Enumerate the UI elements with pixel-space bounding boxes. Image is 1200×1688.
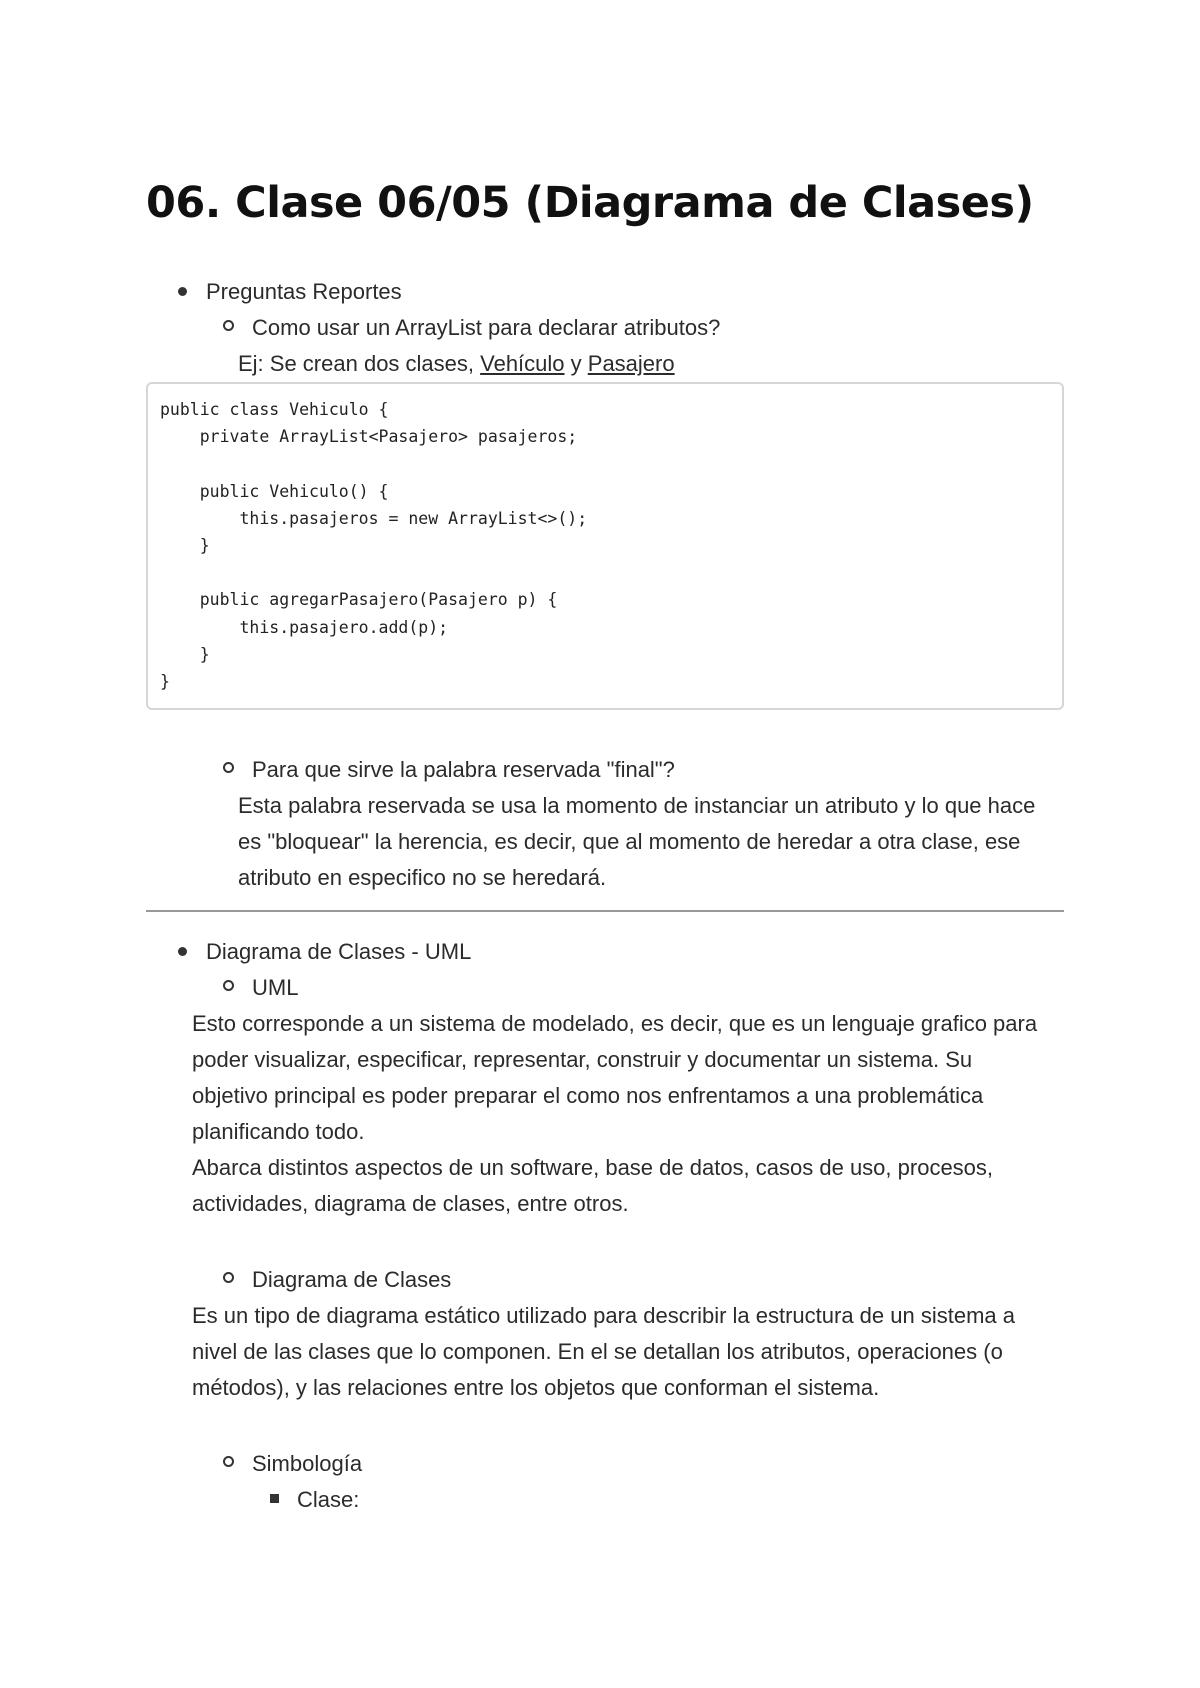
example-line [238,346,675,382]
answer-final-line: es "bloquear" la herencia, es decir, que al momento de heredar a otra clase, ese [238,829,1021,854]
uml-text-line: planificando todo. [192,1119,365,1144]
example-connector: y [564,351,588,376]
bullet-circle [223,1272,234,1283]
horizontal-divider [146,910,1064,912]
page-title: 06. Clase 06/05 (Diagrama de Clases) [146,178,1034,228]
diagrama-text-line: Es un tipo de diagrama estático utilizado para describir la estructura de un sistema a [192,1303,1015,1328]
bullet-circle [223,980,234,991]
uml-text-line: Abarca distintos aspectos de un software, base de datos, casos de uso, procesos, [192,1155,994,1180]
class-pasajero-link: Pasajero [587,351,675,376]
code-line: this.pasajeros = new ArrayList<>(); [160,508,588,528]
clase-item: Clase: [297,1487,360,1512]
code-line: public class Vehiculo { [160,400,389,419]
uml-text-line: Esto corresponde a un sistema de modelado, es decir, que es un lenguaje grafico para [192,1011,1038,1036]
code-line: } [160,644,210,664]
code-line [160,450,1062,477]
diagrama-text-line: nivel de las clases que lo componen. En el se detallan los atributos, operaciones (o [192,1339,1003,1364]
code-line: } [160,671,170,691]
code-line: private ArrayList<Pasajero> pasajeros; [160,427,578,447]
code-line: public agregarPasajero(Pasajero p) { [160,590,558,610]
diagrama-label: Diagrama de Clases [252,1267,452,1292]
section-preguntas-heading: Preguntas Reportes [206,279,402,304]
bullet-circle [223,1456,234,1467]
uml-label: UML [252,975,299,1000]
bullet-disc [178,287,187,296]
code-line: public Vehiculo() { [160,481,389,501]
code-line: } [160,535,210,555]
uml-text-line: poder visualizar, especificar, representar, construir y documentar un sistema. Su [192,1047,973,1072]
diagrama-text-line: métodos), y las relaciones entre los objetos que conforman el sistema. [192,1375,880,1400]
bullet-circle [223,762,234,773]
question-arraylist: Como usar un ArrayList para declarar atributos? [252,315,721,340]
code-block [146,382,1064,710]
class-vehiculo-link: Vehículo [480,351,565,376]
code-line [160,559,1062,586]
answer-final-line: atributo en especifico no se heredará. [238,865,607,890]
bullet-square [270,1494,279,1503]
bullet-circle [223,320,234,331]
uml-text-line: objetivo principal es poder preparar el como nos enfrentamos a una problemática [192,1083,984,1108]
question-final: Para que sirve la palabra reservada "final"? [252,757,675,782]
answer-final-line: Esta palabra reservada se usa la momento de instanciar un atributo y lo que hace [238,793,1036,818]
code-content [148,384,1062,695]
example-prefix: Ej: Se crean dos clases, [238,351,481,376]
code-line: this.pasajero.add(p); [160,617,449,637]
uml-text-line: actividades, diagrama de clases, entre otros. [192,1191,629,1216]
section-uml-heading: Diagrama de Clases - UML [206,939,472,964]
bullet-disc [178,947,187,956]
simbologia-label: Simbología [252,1451,363,1476]
